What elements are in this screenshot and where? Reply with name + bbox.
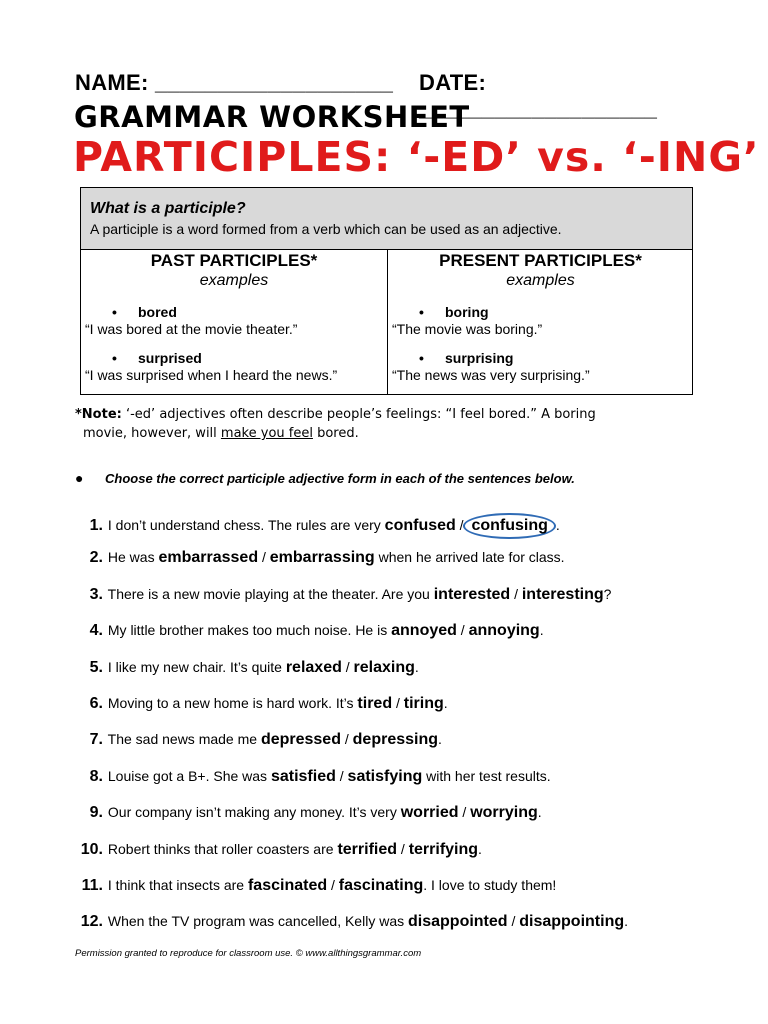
note: [75, 405, 695, 443]
bullet-icon: •: [419, 304, 424, 320]
item-text: . I love to study them!: [423, 877, 557, 893]
worksheet-title: GRAMMAR WORKSHEET: [74, 100, 470, 134]
item-text: .: [478, 840, 482, 857]
answer-option-ed[interactable]: embarrassed: [158, 549, 259, 567]
answer-option-ed[interactable]: terrified: [337, 840, 398, 858]
answer-option-ing[interactable]: interesting: [521, 585, 604, 603]
answer-option-ing[interactable]: confusing: [463, 513, 555, 539]
item-text: I don’t understand chess. The rules are very: [107, 517, 385, 533]
item-number: 11.: [81, 877, 103, 894]
answer-option-ing[interactable]: depressing: [352, 731, 439, 749]
exercise-item: [74, 586, 694, 604]
item-text: I like my new chair. It’s quite: [107, 658, 286, 675]
item-text: Robert thinks that roller coasters are: [107, 840, 338, 857]
item-text: Our company isn’t making any money. It’s very: [107, 804, 401, 821]
item-text: There is a new movie playing at the theater. Are you: [107, 585, 434, 602]
answer-option-ing[interactable]: annoying: [468, 622, 540, 640]
answer-option-ed[interactable]: fascinated: [247, 877, 328, 894]
option-separator: /: [507, 913, 520, 930]
option-separator: /: [392, 695, 404, 711]
example-sentence: “The news was very surprising.”: [392, 367, 590, 383]
example-word-text: bored: [138, 304, 177, 320]
example-word-text: boring: [445, 304, 489, 320]
item-number: 3.: [89, 585, 103, 603]
answer-option-ing[interactable]: relaxing: [353, 658, 415, 676]
answer-option-ed[interactable]: interested: [433, 585, 511, 603]
item-text: .: [438, 731, 442, 748]
instruction-text: Choose the correct participle adjective form in each of the sentences below.: [105, 471, 575, 486]
item-text: .: [624, 913, 628, 930]
column-title: PAST PARTICIPLES*: [150, 251, 318, 270]
definition-box: [80, 187, 693, 395]
item-text: .: [414, 658, 419, 675]
item-text: I think that insects are: [107, 877, 248, 893]
example-sentence: “The movie was boring.”: [392, 321, 543, 337]
exercise-item: [74, 841, 694, 859]
date-field-label: DATE: ___________________: [419, 70, 658, 121]
option-separator: /: [335, 767, 348, 784]
item-text: When the TV program was cancelled, Kelly was: [107, 913, 408, 930]
exercise-item: [74, 731, 694, 749]
item-text: .: [443, 695, 448, 711]
name-field-label: NAME: ___________________: [75, 70, 394, 95]
item-text: .: [539, 622, 544, 639]
answer-option-ing[interactable]: satisfying: [347, 767, 423, 785]
bullet-icon: •: [112, 304, 117, 320]
main-title: PARTICIPLES: ‘-ED’ vs. ‘-ING’: [73, 133, 760, 181]
exercise-item: [74, 513, 694, 539]
column-subtitle: examples: [506, 272, 575, 289]
note-label: *Note:: [75, 407, 122, 422]
option-separator: /: [341, 658, 354, 675]
answer-option-ing[interactable]: worrying: [470, 804, 538, 822]
exercise-item: [74, 695, 694, 713]
exercise-item: [74, 768, 694, 786]
answer-option-ed[interactable]: disappointed: [408, 913, 508, 931]
definition-header: [81, 188, 692, 250]
instruction: [75, 470, 575, 486]
item-number: 12.: [80, 913, 103, 931]
example-word-text: surprising: [445, 350, 514, 366]
footer-credit: Permission granted to reproduce for classroom use. © www.allthingsgrammar.com: [75, 948, 422, 959]
item-number: 6.: [89, 695, 103, 712]
example-word: [112, 350, 202, 366]
option-separator: /: [340, 731, 353, 748]
item-text: My little brother makes too much noise. He is: [107, 622, 392, 639]
item-text: ?: [603, 585, 612, 602]
definition-answer: A participle is a word formed from a verb which can be used as an adjective.: [90, 221, 562, 237]
answer-option-ed[interactable]: depressed: [260, 731, 341, 749]
item-number: 4.: [89, 622, 103, 640]
column-subtitle: examples: [199, 272, 269, 289]
example-word: [419, 304, 489, 320]
example-word: [112, 304, 177, 320]
item-text: with her test results.: [422, 767, 551, 784]
example-sentence: “I was surprised when I heard the news.”: [85, 367, 338, 383]
bullet-icon: •: [419, 350, 424, 366]
option-separator: /: [456, 622, 469, 639]
note-line-2b: bored.: [312, 426, 359, 441]
item-text: .: [537, 804, 542, 821]
option-separator: /: [397, 840, 409, 857]
exercise-item: [74, 877, 694, 895]
note-line-2a: movie, however, will: [83, 426, 221, 441]
item-number: 5.: [89, 658, 103, 676]
item-text: The sad news made me: [107, 731, 261, 748]
exercise-item: [74, 622, 694, 640]
answer-option-ed[interactable]: worried: [400, 804, 459, 822]
option-separator: /: [455, 517, 468, 533]
option-separator: /: [458, 804, 471, 821]
item-text: when he arrived late for class.: [374, 549, 565, 566]
answer-option-ing[interactable]: embarrassing: [269, 549, 375, 567]
exercise-item: [74, 659, 694, 677]
item-number: 1.: [89, 517, 103, 534]
item-text: Louise got a B+. She was: [107, 767, 271, 784]
note-underlined: make you feel: [220, 426, 313, 441]
example-sentence: “I was bored at the movie theater.”: [85, 321, 298, 337]
item-number: 2.: [89, 549, 103, 567]
column-title: PRESENT PARTICIPLES*: [439, 251, 642, 270]
option-separator: /: [327, 877, 339, 893]
option-separator: /: [510, 585, 522, 602]
present-participles-column: [388, 249, 693, 395]
item-text: Moving to a new home is hard work. It’s: [107, 695, 358, 711]
example-word-text: surprised: [138, 350, 202, 366]
answer-option-ing[interactable]: disappointing: [519, 913, 625, 931]
answer-option-ed[interactable]: satisfied: [270, 767, 336, 785]
answer-option-ing[interactable]: tiring: [403, 695, 444, 712]
answer-option-ed[interactable]: tired: [357, 695, 393, 712]
definition-question: What is a participle?: [90, 200, 246, 217]
exercise-item: [74, 913, 694, 931]
option-separator: /: [258, 549, 270, 566]
note-line-1: ‘-ed’ adjectives often describe people’s feelings: “I feel bored.” A boring: [121, 407, 596, 422]
item-number: 9.: [89, 804, 103, 822]
item-number: 8.: [89, 767, 103, 785]
item-number: 10.: [80, 840, 103, 858]
bullet-icon: ●: [75, 470, 84, 486]
answer-option-ing[interactable]: fascinating: [338, 877, 424, 894]
past-participles-column: [81, 249, 388, 395]
item-text: .: [555, 517, 560, 533]
answer-option-ing[interactable]: terrifying: [408, 840, 479, 858]
example-word: [419, 350, 513, 366]
answer-option-ed[interactable]: annoyed: [391, 622, 457, 640]
answer-option-ed[interactable]: relaxed: [285, 658, 342, 676]
answer-option-ed[interactable]: confused: [384, 517, 456, 534]
item-number: 7.: [89, 731, 103, 749]
exercise-item: [74, 549, 694, 567]
exercise-item: [74, 804, 694, 822]
bullet-icon: •: [112, 350, 117, 366]
item-text: He was: [107, 549, 159, 566]
